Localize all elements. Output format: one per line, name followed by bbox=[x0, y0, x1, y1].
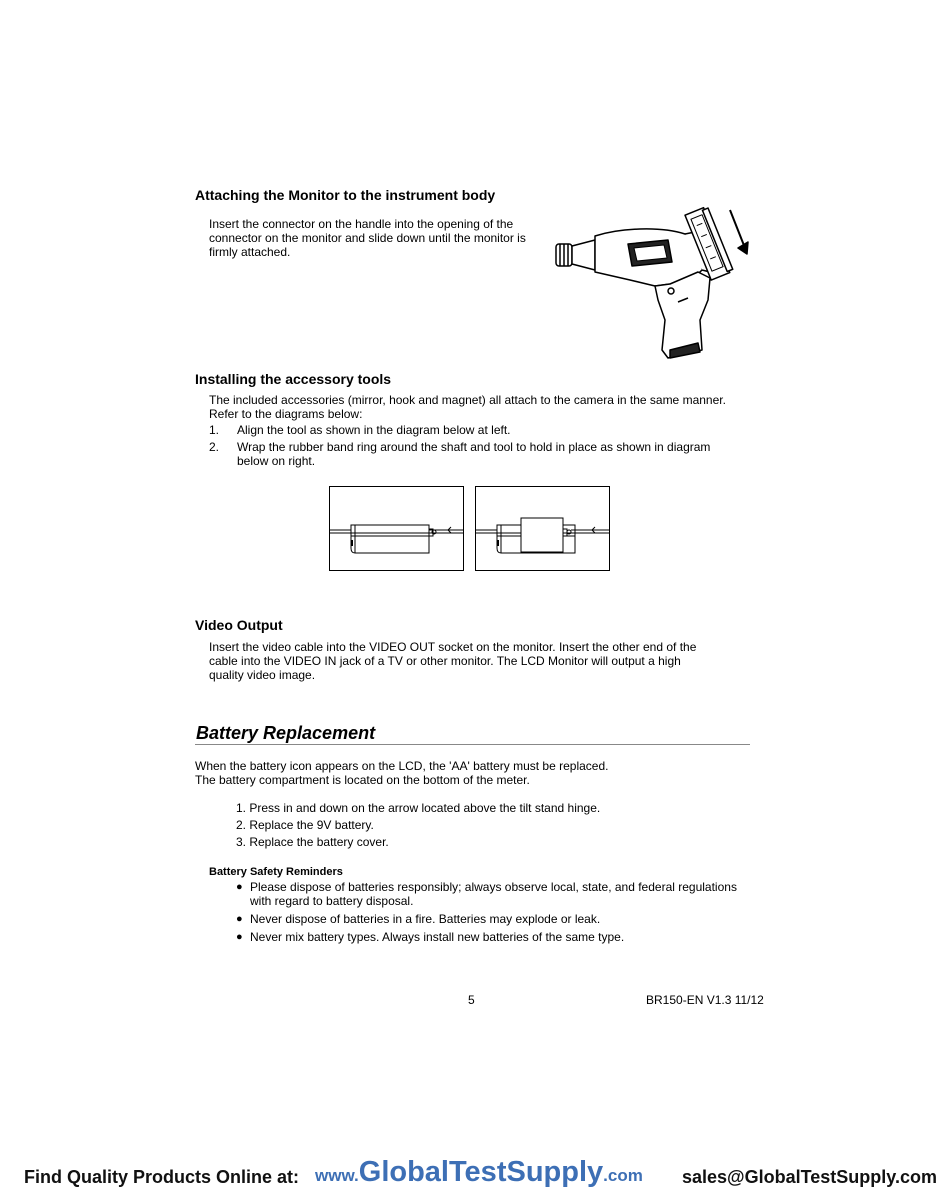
section-title-installing-accessories: Installing the accessory tools bbox=[195, 371, 392, 387]
accessory-align-diagram bbox=[329, 486, 464, 572]
list-item: 2. Replace the 9V battery. bbox=[236, 818, 374, 832]
list-item: 3. Replace the battery cover. bbox=[236, 835, 389, 849]
text-line: Refer to the diagrams below: bbox=[209, 407, 363, 421]
installing-accessories-intro bbox=[209, 393, 749, 421]
text-line: firmly attached. bbox=[209, 245, 291, 259]
text-line: The included accessories (mirror, hook and magnet) all attach to the camera in the same manner. bbox=[209, 393, 726, 407]
battery-intro bbox=[195, 759, 750, 787]
step-text: Wrap the rubber band ring around the shaft and tool to hold in place as shown in diagram bbox=[237, 440, 711, 454]
list-item bbox=[236, 912, 750, 926]
text-line: cable into the VIDEO IN jack of a TV or other monitor. The LCD Monitor will output a high bbox=[209, 654, 681, 668]
battery-safety-bullets bbox=[236, 880, 750, 944]
section-title-video-output: Video Output bbox=[195, 617, 283, 633]
banner-website-link[interactable] bbox=[315, 1156, 643, 1189]
bullet-icon: ● bbox=[236, 931, 243, 943]
text-line: connector on the monitor and slide down until the monitor is bbox=[209, 231, 526, 245]
page-number: 5 bbox=[468, 993, 475, 1007]
section-title-attaching-monitor: Attaching the Monitor to the instrument body bbox=[195, 187, 496, 203]
banner-tagline: Find Quality Products Online at: bbox=[24, 1167, 300, 1187]
text-line: The battery compartment is located on the bottom of the meter. bbox=[195, 773, 530, 787]
list-item bbox=[209, 423, 749, 437]
accessory-wrap-diagram bbox=[475, 486, 610, 572]
video-output-text bbox=[209, 640, 749, 682]
url-main: GlobalTestSupply bbox=[358, 1156, 604, 1188]
battery-safety-title: Battery Safety Reminders bbox=[209, 866, 343, 878]
bullet-text: Never dispose of batteries in a fire. Batteries may explode or leak. bbox=[250, 912, 601, 926]
bullet-icon: ● bbox=[236, 913, 243, 925]
list-item bbox=[209, 440, 749, 468]
step-text: below on right. bbox=[237, 454, 316, 468]
step-number: 2. bbox=[209, 440, 220, 454]
list-item bbox=[236, 880, 750, 908]
list-item: 1. Press in and down on the arrow located above the tilt stand hinge. bbox=[236, 801, 601, 815]
banner-email-link[interactable]: sales@GlobalTestSupply.com bbox=[682, 1167, 937, 1187]
battery-steps-list bbox=[236, 801, 600, 852]
bullet-icon: ● bbox=[236, 881, 243, 893]
document-code: BR150-EN V1.3 11/12 bbox=[646, 993, 764, 1007]
url-prefix: www. bbox=[315, 1166, 359, 1185]
bullet-text: Never mix battery types. Always install new batteries of the same type. bbox=[250, 930, 625, 944]
text-line: Insert the video cable into the VIDEO OUT socket on the monitor. Insert the other end of the bbox=[209, 640, 697, 654]
text-line: Insert the connector on the handle into the opening of the bbox=[209, 217, 514, 231]
attaching-monitor-text bbox=[209, 217, 526, 259]
url-suffix: .com bbox=[603, 1166, 643, 1185]
step-number: 1. bbox=[209, 423, 220, 437]
installing-steps-list bbox=[209, 423, 749, 468]
section-heading-battery-replacement: Battery Replacement bbox=[196, 723, 376, 743]
bullet-text: with regard to battery disposal. bbox=[250, 894, 414, 908]
step-text: Align the tool as shown in the diagram below at left. bbox=[237, 423, 511, 437]
monitor-attachment-illustration bbox=[550, 200, 755, 365]
heading-rule bbox=[195, 744, 750, 745]
text-line: When the battery icon appears on the LCD, the 'AA' battery must be replaced. bbox=[195, 759, 609, 773]
text-line: quality video image. bbox=[209, 668, 316, 682]
bullet-text: Please dispose of batteries responsibly; always observe local, state, and federal regulations bbox=[250, 880, 737, 894]
list-item bbox=[236, 930, 750, 944]
